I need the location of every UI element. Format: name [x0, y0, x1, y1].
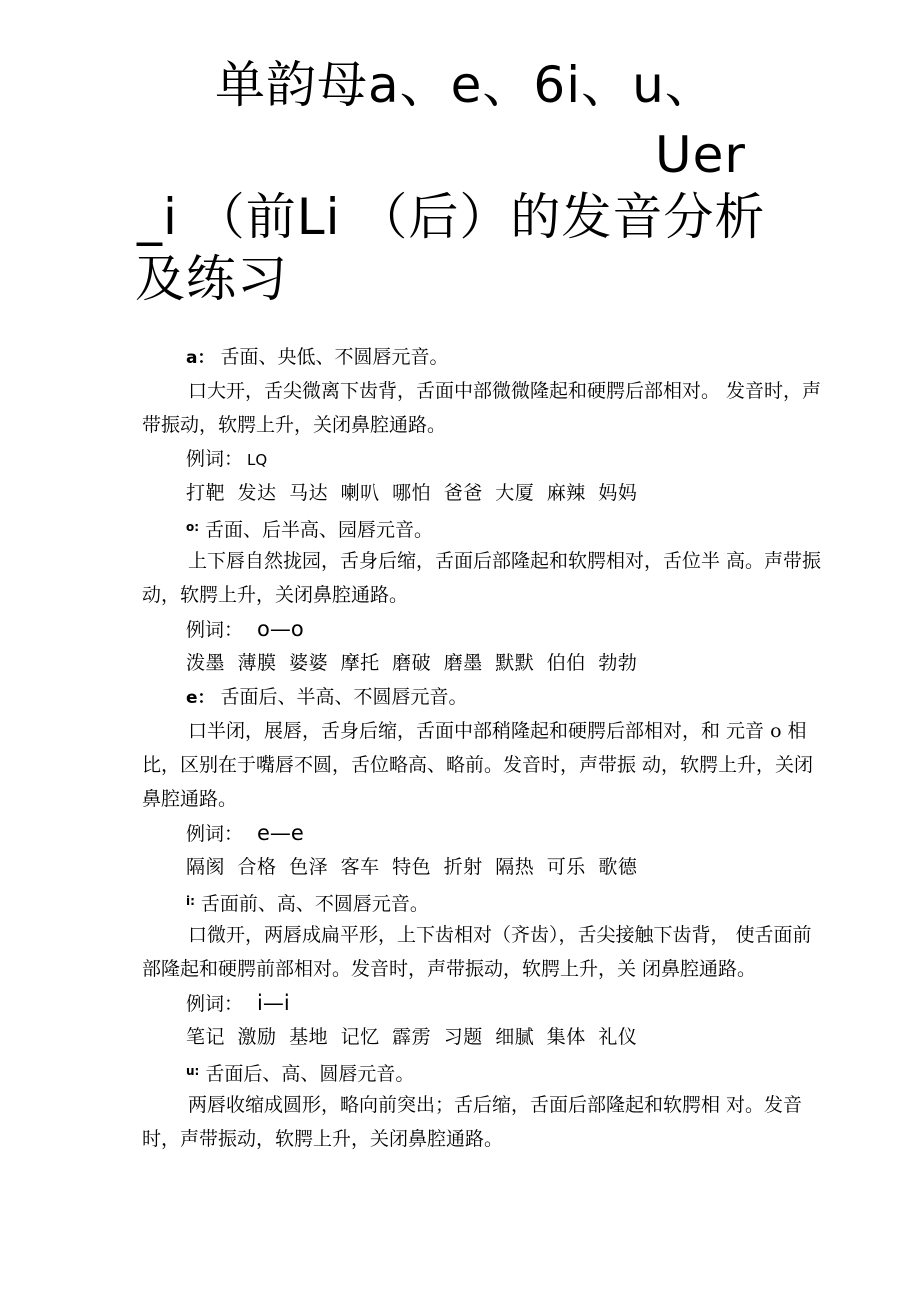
vowel-a-words: 打靶 发达 马达 喇叭 哪怕 爸爸 大厦 麻辣 妈妈	[186, 482, 638, 504]
vowel-i-example	[142, 986, 912, 1020]
vowel-i-detail-1: 口微开，两唇成扁平形，上下齿相对（齐齿），舌尖接触下齿背， 使舌面前	[188, 924, 812, 946]
vowel-u-desc: 舌面后、高、圆唇元音。	[205, 1063, 415, 1085]
title-line-4: 及练习	[135, 250, 288, 308]
vowel-e-example	[142, 816, 912, 850]
vowel-a-detail-2: 带振动，软腭上升，关闭鼻腔通路。	[142, 414, 447, 436]
vowel-i-example-value: i—i	[257, 991, 290, 1015]
vowel-o-example-value: o—o	[257, 617, 304, 641]
vowel-e-detail-1: 口半闭，展唇，舌身后缩，舌面中部稍隆起和硬腭后部相对，和 元音 o 相	[188, 720, 807, 742]
vowel-e-detail-2: 比，区别在于嘴唇不圆，舌位略高、略前。发音时，声带振 动，软腭上升，关闭	[142, 754, 814, 776]
vowel-o-desc: 舌面、后半高、园唇元音。	[205, 519, 434, 541]
vowel-o-detail-2: 动，软腭上升，关闭鼻腔通路。	[142, 584, 409, 606]
vowel-i-example-label: 例词：	[186, 993, 244, 1015]
vowel-u-detail-1: 两唇收缩成圆形，略向前突出；舌后缩，舌面后部隆起和软腭相 对。发音	[188, 1094, 803, 1116]
document-body	[142, 340, 912, 1156]
vowel-o-heading	[142, 510, 912, 544]
vowel-o-detail-1: 上下唇自然拢园，舌身后缩，舌面后部隆起和软腭相对，舌位半 高。声带振	[188, 550, 822, 572]
title-line-1: 单韵母a、e、6i、u、	[215, 56, 716, 114]
vowel-i-words: 笔记 激励 基地 记忆 霹雳 习题 细腻 集体 礼仪	[186, 1026, 638, 1048]
vowel-e-symbol: e：	[186, 688, 215, 708]
vowel-u-detail-2: 时，声带振动，软腭上升，关闭鼻腔通路。	[142, 1128, 504, 1150]
vowel-e-desc: 舌面后、半高、不圆唇元音。	[220, 686, 468, 708]
vowel-o-symbol: o:	[186, 520, 200, 534]
title-line-3: _i （前Li （后）的发音分析	[137, 188, 766, 246]
vowel-a-example-label: 例词：	[186, 448, 244, 470]
vowel-i-heading	[142, 884, 912, 918]
vowel-e-example-label: 例词：	[186, 823, 244, 845]
vowel-o-example	[142, 612, 912, 646]
vowel-i-detail-2: 部隆起和硬腭前部相对。发音时，声带振动，软腭上升，关 闭鼻腔通路。	[142, 958, 757, 980]
vowel-i-desc: 舌面前、高、不圆唇元音。	[200, 893, 429, 915]
vowel-a-desc: 舌面、央低、不圆唇元音。	[220, 346, 449, 368]
vowel-u-heading	[142, 1054, 912, 1088]
vowel-e-example-value: e—e	[257, 821, 304, 845]
vowel-a-symbol: a：	[186, 348, 215, 368]
vowel-i-symbol: i:	[186, 894, 195, 908]
vowel-a-heading	[142, 340, 912, 374]
vowel-e-words: 隔阂 合格 色泽 客车 特色 折射 隔热 可乐 歌德	[186, 856, 638, 878]
vowel-e-heading	[142, 680, 912, 714]
vowel-a-example	[142, 442, 912, 476]
vowel-a-detail-1: 口大开，舌尖微离下齿背，舌面中部微微隆起和硬腭后部相对。 发音时，声	[188, 380, 822, 402]
vowel-o-words: 泼墨 薄膜 婆婆 摩托 磨破 磨墨 默默 伯伯 勃勃	[186, 652, 638, 674]
vowel-e-detail-3: 鼻腔通路。	[142, 788, 238, 810]
vowel-u-symbol: u:	[186, 1064, 200, 1078]
vowel-o-example-label: 例词：	[186, 619, 244, 641]
vowel-a-example-value: LQ	[247, 451, 268, 469]
title-line-2: Uer	[655, 126, 746, 184]
